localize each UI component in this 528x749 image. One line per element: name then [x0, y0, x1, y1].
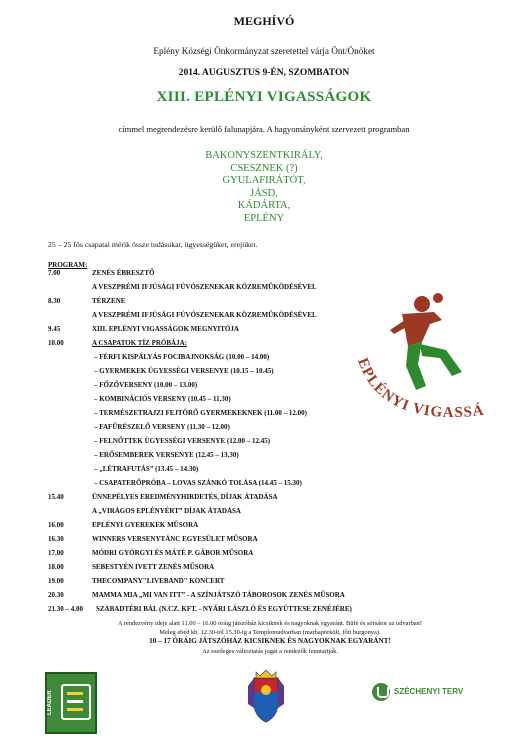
program-desc: A „VIRÁGOS EPLÉNYÉRT” DÍJAK ÁTADÁSA	[92, 507, 241, 515]
invite-line: Eplény Községi Önkormányzat szeretettel várja Önt/Önöket	[153, 46, 375, 56]
program-desc: – CSAPATERŐPRÓBA – LOVAS SZÁNKÓ TOLÁSA (14.45 – 15.30)	[94, 479, 302, 487]
program-desc: MÓDRI GYÖRGYI ÉS MÁTÉ P. GÁBOR MŰSORA	[92, 549, 254, 557]
subtitle-line: címmel megrendezésre kerülő falunapjára. A hagyományként szervezett programban	[118, 124, 410, 134]
event-logo	[350, 290, 500, 440]
program-desc: ÜNNEPÉLYES EREDMÉNYHIRDETÉS, DÍJAK ÁTADÁSA	[92, 493, 278, 501]
program-desc: – ERŐSEMBEREK VERSENYE (12.45 – 13.30)	[94, 451, 239, 459]
program-desc: – FAFŰRÉSZELŐ VERSENY (11.30 – 12.00)	[94, 423, 230, 431]
program-time: 8.30	[48, 297, 61, 305]
program-desc: SEBESTYÉN IVETT ZENÉS MŰSORA	[92, 563, 215, 571]
village-name: BAKONYSZENTKIRÁLY,	[205, 150, 323, 161]
program-time: 15.40	[48, 493, 64, 501]
program-desc: A CSAPATOK TÍZ PRÓBÁJA:	[92, 339, 187, 347]
program-desc: TÉRZENE	[92, 297, 126, 305]
coat-of-arms-icon	[246, 668, 286, 724]
program-time: 7.00	[48, 269, 61, 277]
program-desc: – FÉRFI KISPÁLYÁS FOCIBAJNOKSÁG (10.00 – 14.00)	[94, 353, 270, 361]
village-name: GYULAFIRÁTÓT,	[222, 175, 306, 187]
team-note: 25 – 25 fős csapatai mérik össze tudásukat, ügyességüket, erejüket.	[48, 240, 258, 249]
szechenyi-logo	[372, 681, 492, 705]
program-time: 16.30	[48, 535, 64, 543]
leader-text: LEADER	[47, 690, 53, 716]
program-time: 19.00	[48, 577, 64, 585]
program-desc: EPLÉNYI GYEREKEK MŰSORA	[92, 521, 199, 529]
program-desc: THECOMPANY"LIVEBAND" KONCERT	[92, 577, 225, 585]
program-desc: – FŐZŐVERSENY (10.00 – 13.00)	[94, 381, 198, 389]
program-desc: – KOMBINÁCIÓS VERSENY (10.45 – 11.30)	[94, 395, 231, 403]
footer-note-2: Meleg ebéd kb. 12.30-tól 15.30-ig a Templomudvarban (marhapörkölt, főtt burgonya).	[159, 629, 381, 636]
program-time: 9.45	[48, 325, 61, 333]
program-desc: SZABADTÉRI BÁL (N.CZ. KFT. - NYÁRI LÁSZLÓ ÉS EGYÜTTESE ZENÉJÉRE)	[96, 605, 352, 613]
leader-logo	[45, 672, 97, 734]
szechenyi-icon	[372, 683, 390, 701]
footer-note-1: A rendezvény ideje alatt 11.00 – 16.00 óráig játszóház kicsiknek és nagyoknak egyaránt. Büfé és sörsátor az udvarban!	[118, 620, 422, 627]
program-time: 17.00	[48, 549, 64, 557]
program-desc: – TERMÉSZETRAJZI FEJTÖRŐ GYERMEKEKNEK (11.00 – 12.00)	[94, 409, 308, 417]
program-desc: – „LÉTRAFUTÁS” (13.45 – 14.30)	[94, 465, 199, 473]
program-label: PROGRAM:	[48, 261, 88, 269]
program-desc: A VESZPRÉMI IFJÚSÁGI FÚVÓSZENEKAR KÖZREMŰKÖDÉSÉVEL	[92, 311, 317, 319]
szechenyi-text: SZÉCHENYI TERV	[394, 687, 464, 696]
program-desc: ZENÉS ÉBRESZTŐ	[92, 269, 155, 277]
event-logo-text: EPLÉNYI VIGASSÁ	[354, 355, 486, 422]
program-time: 16.00	[48, 521, 64, 529]
program-desc: WINNERS VERSENYTÁNC EGYESÜLET MŰSORA	[92, 535, 258, 543]
footer-note-4: Az esetleges változtatás jogát a rendezők fenntartják.	[202, 648, 338, 655]
program-desc: XIII. EPLÉNYI VIGASSÁGOK MEGNYITÓJA	[92, 325, 239, 333]
footer-note-3: 10 – 17 ÓRÁIG JÁTSZÓHÁZ KICSIKNEK ÉS NAGYOKNAK EGYARÁNT!	[149, 637, 391, 645]
page-title: MEGHÍVÓ	[233, 14, 295, 28]
date-line: 2014. AUGUSZTUS 9-ÉN, SZOMBATON	[178, 68, 350, 78]
village-name: KÁDÁRTA,	[237, 200, 291, 212]
event-title: XIII. EPLÉNYI VIGASSÁGOK	[156, 89, 372, 105]
program-desc: – FELNŐTTEK ÜGYESSÉGI VERSENYE (12.00 – 12.45)	[94, 437, 271, 445]
footballer-icon	[350, 290, 500, 440]
village-name: CSESZNEK (?)	[230, 162, 298, 174]
leader-emblem-icon	[61, 684, 91, 720]
program-time: 18.00	[48, 563, 64, 571]
program-desc: – GYERMEKEK ÜGYESSÉGI VERSENYE (10.15 – 10.45)	[94, 367, 274, 375]
village-name: JÁSD,	[250, 187, 278, 199]
program-desc: MAMMA MIA „MI VAN ITT” - A SZÍNJÁTSZÓ TÁBOROSOK ZENÉS MŰSORA	[92, 591, 345, 599]
village-list	[0, 150, 528, 226]
village-name: EPLÉNY	[243, 212, 285, 224]
program-desc: A VESZPRÉMI IFJÚSÁGI FÚVÓSZENEKAR KÖZREMŰKÖDÉSÉVEL	[92, 283, 317, 291]
program-time: 21.30 – 4.00	[48, 605, 83, 613]
program-time: 10.00	[48, 339, 64, 347]
program-time: 20.30	[48, 591, 64, 599]
coat-of-arms	[246, 668, 286, 724]
